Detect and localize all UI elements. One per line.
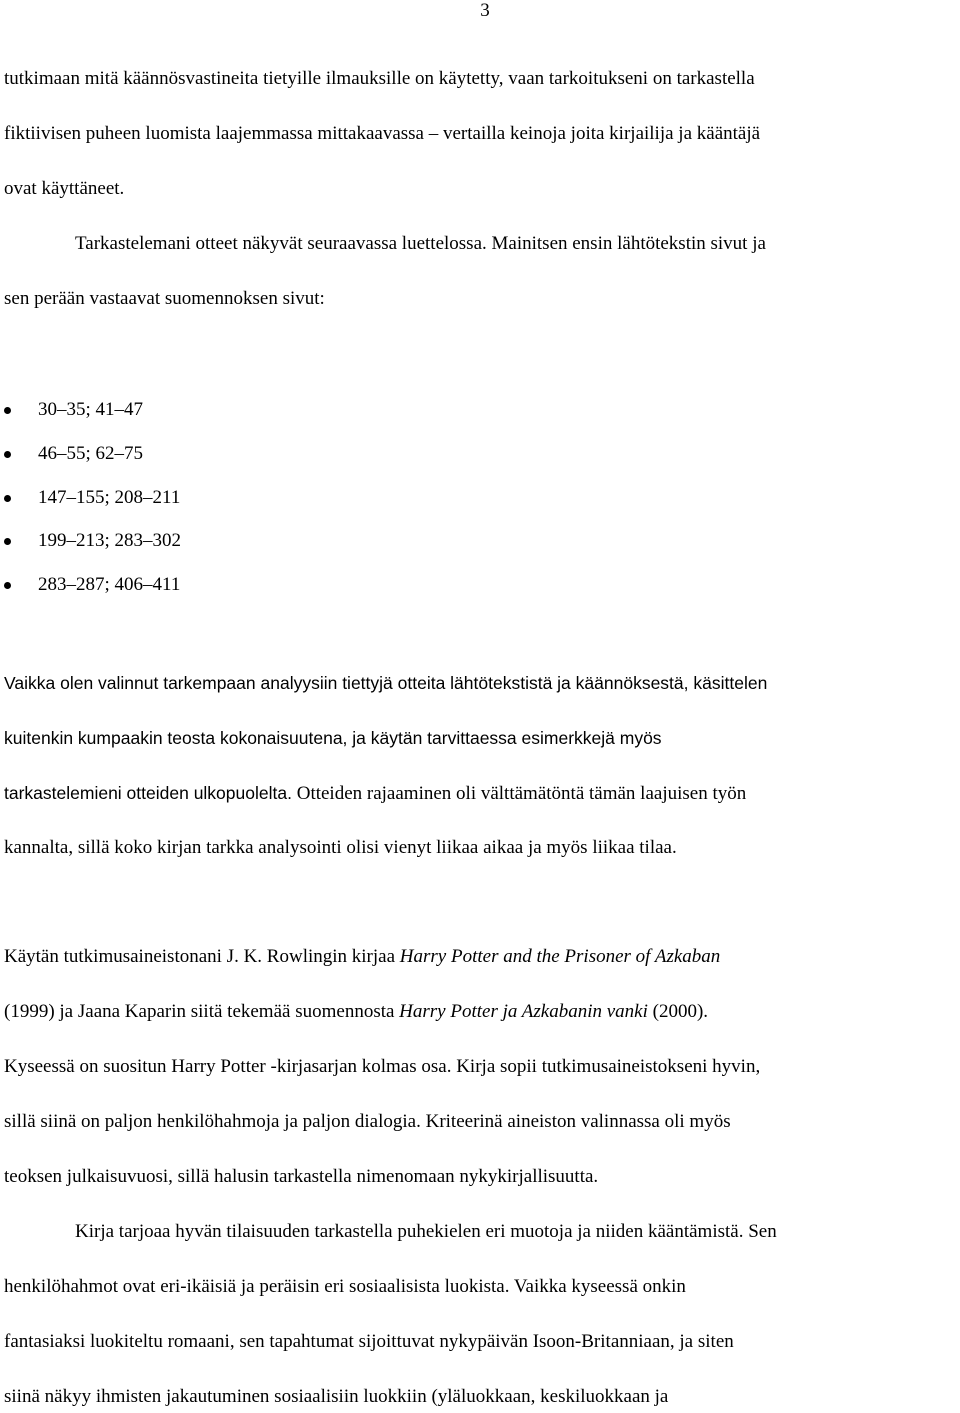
text-line: tutkimaan mitä käännösvastineita tietyille ilmauksille on käytetty, vaan tarkoitukseni on tarkastella xyxy=(4,68,755,89)
book-title-original: Harry Potter and the Prisoner of Azkaban xyxy=(399,946,721,967)
page-number: 3 xyxy=(480,0,490,21)
text-span: Otteiden rajaaminen oli välttämätöntä tämän laajuisen työn xyxy=(291,783,747,804)
text-span: (2000). xyxy=(647,1001,709,1022)
book-title-translation: Harry Potter ja Azkabanin vanki xyxy=(399,1001,648,1022)
bullet-icon xyxy=(4,451,11,458)
bullet-icon xyxy=(4,495,11,502)
list-item-text: 46–55; 62–75 xyxy=(38,443,144,464)
list-item-text: 283–287; 406–411 xyxy=(38,574,181,595)
text-line: kuitenkin kumpaakin teosta kokonaisuutena, ja käytän tarvittaessa esimerkkejä myös xyxy=(4,728,662,748)
list-item-text: 199–213; 283–302 xyxy=(38,530,182,551)
bullet-icon xyxy=(4,582,11,589)
text-line: kannalta, sillä koko kirjan tarkka analysointi olisi vienyt liikaa aikaa ja myös liikaa tilaa. xyxy=(4,837,677,858)
bullet-icon xyxy=(4,407,11,414)
text-span: tarkastelemieni otteiden ulkopuolelta. xyxy=(4,783,292,803)
text-line: henkilöhahmot ovat eri-ikäisiä ja peräisin eri sosiaalisista luokista. Vaikka kyseessä onkin xyxy=(4,1276,686,1297)
text-line xyxy=(4,945,720,969)
text-line: Kyseessä on suositun Harry Potter -kirjasarjan kolmas osa. Kirja sopii tutkimusaineistokseni hyvin, xyxy=(4,1056,761,1077)
text-line: fantasiaksi luokiteltu romaani, sen tapahtumat sijoittuvat nykypäivän Isoon-Britanniaan, ja siten xyxy=(4,1331,734,1352)
text-span: (1999) ja Jaana Kaparin siitä tekemää suomennosta xyxy=(4,1001,400,1022)
text-line: Kirja tarjoaa hyvän tilaisuuden tarkastella puhekielen eri muotoja ja niiden kääntämistä. Sen xyxy=(75,1221,777,1242)
text-line: teoksen julkaisuvuosi, sillä halusin tarkastella nimenomaan nykykirjallisuutta. xyxy=(4,1166,599,1187)
text-line: fiktiivisen puheen luomista laajemmassa mittakaavassa – vertailla keinoja joita kirjailija ja kääntäjä xyxy=(4,123,761,144)
text-line: sillä siinä on paljon henkilöhahmoja ja paljon dialogia. Kriteerinä aineiston valinnassa oli myös xyxy=(4,1111,731,1132)
list-item-text: 30–35; 41–47 xyxy=(38,399,144,420)
text-span: Käytän tutkimusaineistonani J. K. Rowlingin kirjaa xyxy=(4,946,400,967)
text-line: siinä näkyy ihmisten jakautuminen sosiaalisiin luokkiin (yläluokkaan, keskiluokkaan ja xyxy=(4,1386,669,1407)
text-line xyxy=(4,1000,708,1024)
text-line: ovat käyttäneet. xyxy=(4,178,125,199)
text-line xyxy=(4,781,746,806)
text-line: Vaikka olen valinnut tarkempaan analyysiin tiettyjä otteita lähtötekstistä ja käännöksestä, käsittelen xyxy=(4,673,768,693)
list-item-text: 147–155; 208–211 xyxy=(38,487,181,508)
text-line: sen perään vastaavat suomennoksen sivut: xyxy=(4,288,325,309)
text-line: Tarkastelemani otteet näkyvät seuraavassa luettelossa. Mainitsen ensin lähtötekstin sivut ja xyxy=(75,233,766,254)
bullet-icon xyxy=(4,538,11,545)
